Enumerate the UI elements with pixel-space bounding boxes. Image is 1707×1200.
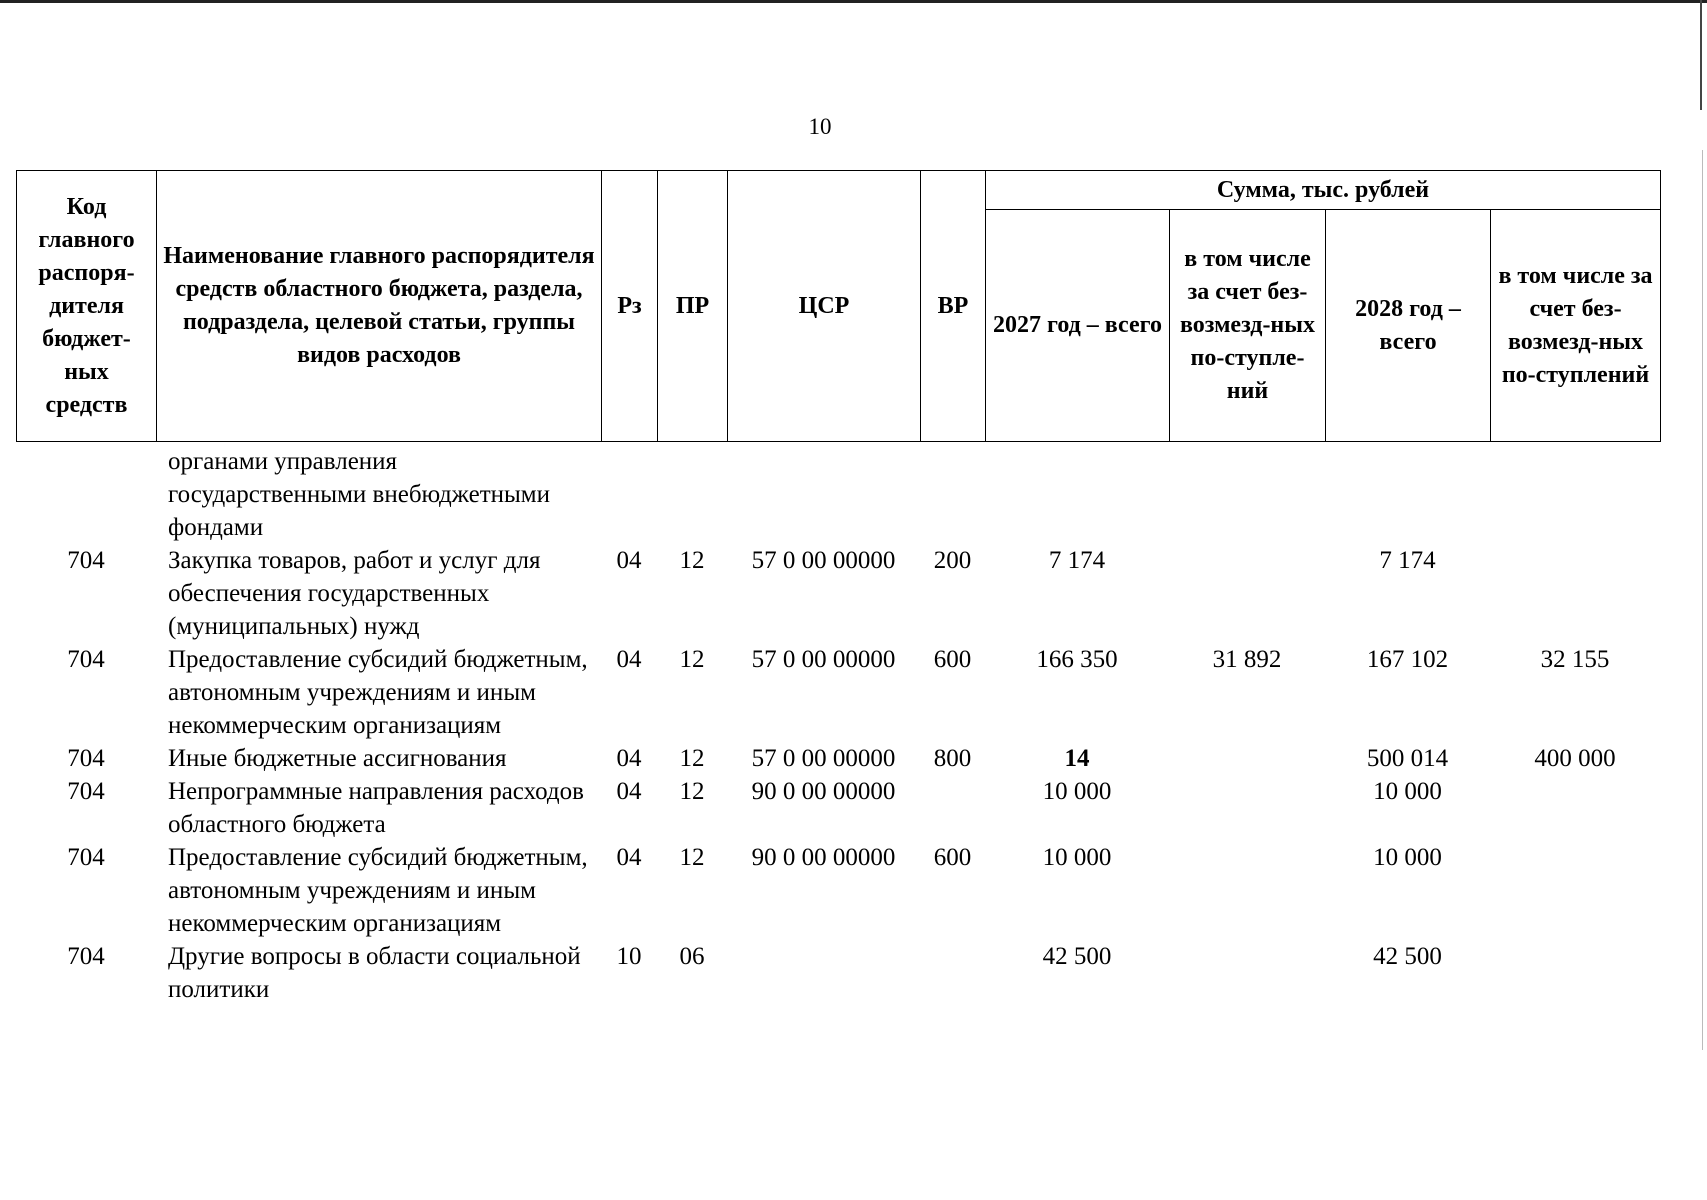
cell-csr: 57 0 00 00000 <box>751 547 896 574</box>
cell-code: 704 <box>67 646 105 673</box>
page-number: 10 <box>808 114 832 139</box>
cell-name: Закупка товаров, работ и услуг для обеспечения государственных (муниципальных) нужд <box>168 547 541 640</box>
cell-2027-total: 10 000 <box>1042 778 1112 805</box>
header-csr: ЦСР <box>728 171 921 442</box>
cell-rz: 04 <box>616 547 642 574</box>
cell-2028-total: 7 174 <box>1379 547 1436 574</box>
cell-rz: 10 <box>616 943 642 970</box>
cell-2028-total: 10 000 <box>1373 844 1442 871</box>
cell-2027-total: 14 <box>1064 745 1090 772</box>
table-row <box>16 940 1660 1006</box>
cell-2027-total: 7 174 <box>1048 547 1106 574</box>
cell-name: Иные бюджетные ассигнования <box>168 745 507 772</box>
scan-border-right <box>1700 0 1702 110</box>
cell-2028-incl <box>1490 544 1660 643</box>
cell-rz: 04 <box>616 844 642 871</box>
cell-pr: 12 <box>679 745 705 772</box>
cell-2027-total: 166 350 <box>1036 646 1118 673</box>
cell-name: органами управления государственными внебюджетными фондами <box>168 448 551 541</box>
header-2027-incl: в том числе за счет без-возмезд-ных по-ступле-ний <box>1170 210 1326 442</box>
cell-csr: 57 0 00 00000 <box>751 745 896 772</box>
table-row <box>16 742 1660 775</box>
cell-vr <box>920 775 985 841</box>
cell-pr: 12 <box>679 844 705 871</box>
header-code: Код главного распоря-дителя бюджет-ных средств <box>17 171 157 442</box>
cell-vr: 800 <box>933 745 972 772</box>
cell-2028-incl <box>1490 841 1660 940</box>
cell-pr: 12 <box>679 778 705 805</box>
scan-border-top <box>0 0 1707 3</box>
cell-name: Предоставление субсидий бюджетным, автономным учреждениям и иным некоммерческим организациям <box>168 646 588 739</box>
header-pr: ПР <box>658 171 728 442</box>
cell-2027-incl: 31 892 <box>1212 646 1282 673</box>
cell-code: 704 <box>67 943 105 970</box>
cell-csr: 90 0 00 00000 <box>751 778 896 805</box>
table-row <box>16 841 1660 940</box>
cell-name: Предоставление субсидий бюджетным, автономным учреждениям и иным некоммерческим организациям <box>168 844 588 937</box>
cell-2028-total: 167 102 <box>1366 646 1449 673</box>
cell-vr: 200 <box>933 547 972 574</box>
cell-code: 704 <box>67 844 105 871</box>
cell-2027-incl <box>1169 940 1325 1006</box>
table-header <box>16 170 1661 442</box>
cell-csr: 57 0 00 00000 <box>751 646 896 673</box>
cell-name: Непрограммные направления расходов областного бюджета <box>168 778 584 838</box>
cell-2028-incl: 400 000 <box>1534 745 1616 772</box>
header-2028-total: 2028 год – всего <box>1326 210 1491 442</box>
header-name: Наименование главного распорядителя средств областного бюджета, раздела, подраздела, целевой статьи, группы видов расходов <box>157 171 602 442</box>
cell-2028-total: 500 014 <box>1366 745 1449 772</box>
cell-name: Другие вопросы в области социальной политики <box>168 943 581 1003</box>
cell-2028-incl: 32 155 <box>1540 646 1610 673</box>
header-rz: Рз <box>602 171 658 442</box>
scan-border-right-faint <box>1702 150 1703 1050</box>
cell-rz: 04 <box>616 646 642 673</box>
header-2027-total: 2027 год – всего <box>986 210 1170 442</box>
header-vr: ВР <box>921 171 986 442</box>
cell-2028-incl <box>1490 445 1660 544</box>
header-sum: Сумма, тыс. рублей <box>986 171 1661 210</box>
cell-pr: 06 <box>679 943 705 970</box>
table-row <box>16 544 1660 643</box>
cell-vr <box>920 445 985 544</box>
table-row <box>16 445 1660 544</box>
cell-2027-total <box>985 445 1169 544</box>
cell-2028-incl <box>1490 940 1660 1006</box>
cell-2028-incl <box>1490 775 1660 841</box>
cell-csr <box>727 445 920 544</box>
cell-code: 704 <box>67 547 105 574</box>
cell-csr <box>727 940 920 1006</box>
cell-csr: 90 0 00 00000 <box>751 844 896 871</box>
cell-2028-total: 10 000 <box>1373 778 1442 805</box>
cell-2027-total: 10 000 <box>1042 844 1112 871</box>
cell-pr: 12 <box>679 547 705 574</box>
cell-2027-incl <box>1169 445 1325 544</box>
cell-2028-total <box>1325 445 1490 544</box>
cell-pr: 12 <box>679 646 705 673</box>
cell-rz <box>601 445 657 544</box>
cell-2027-incl <box>1169 841 1325 940</box>
cell-2027-incl <box>1169 544 1325 643</box>
cell-vr: 600 <box>933 844 972 871</box>
cell-2027-total: 42 500 <box>1042 943 1112 970</box>
table-row <box>16 775 1660 841</box>
table-body <box>16 445 1660 1006</box>
cell-2027-incl <box>1169 742 1325 775</box>
cell-code <box>16 445 156 544</box>
cell-rz: 04 <box>616 745 642 772</box>
cell-pr <box>657 445 727 544</box>
table-row <box>16 643 1660 742</box>
cell-vr <box>920 940 985 1006</box>
cell-rz: 04 <box>616 778 642 805</box>
cell-code: 704 <box>67 778 105 805</box>
cell-vr: 600 <box>933 646 972 673</box>
cell-code: 704 <box>67 745 105 772</box>
cell-2027-incl <box>1169 775 1325 841</box>
header-2028-incl: в том числе за счет без-возмезд-ных по-ступлений <box>1491 210 1661 442</box>
cell-2028-total: 42 500 <box>1373 943 1442 970</box>
